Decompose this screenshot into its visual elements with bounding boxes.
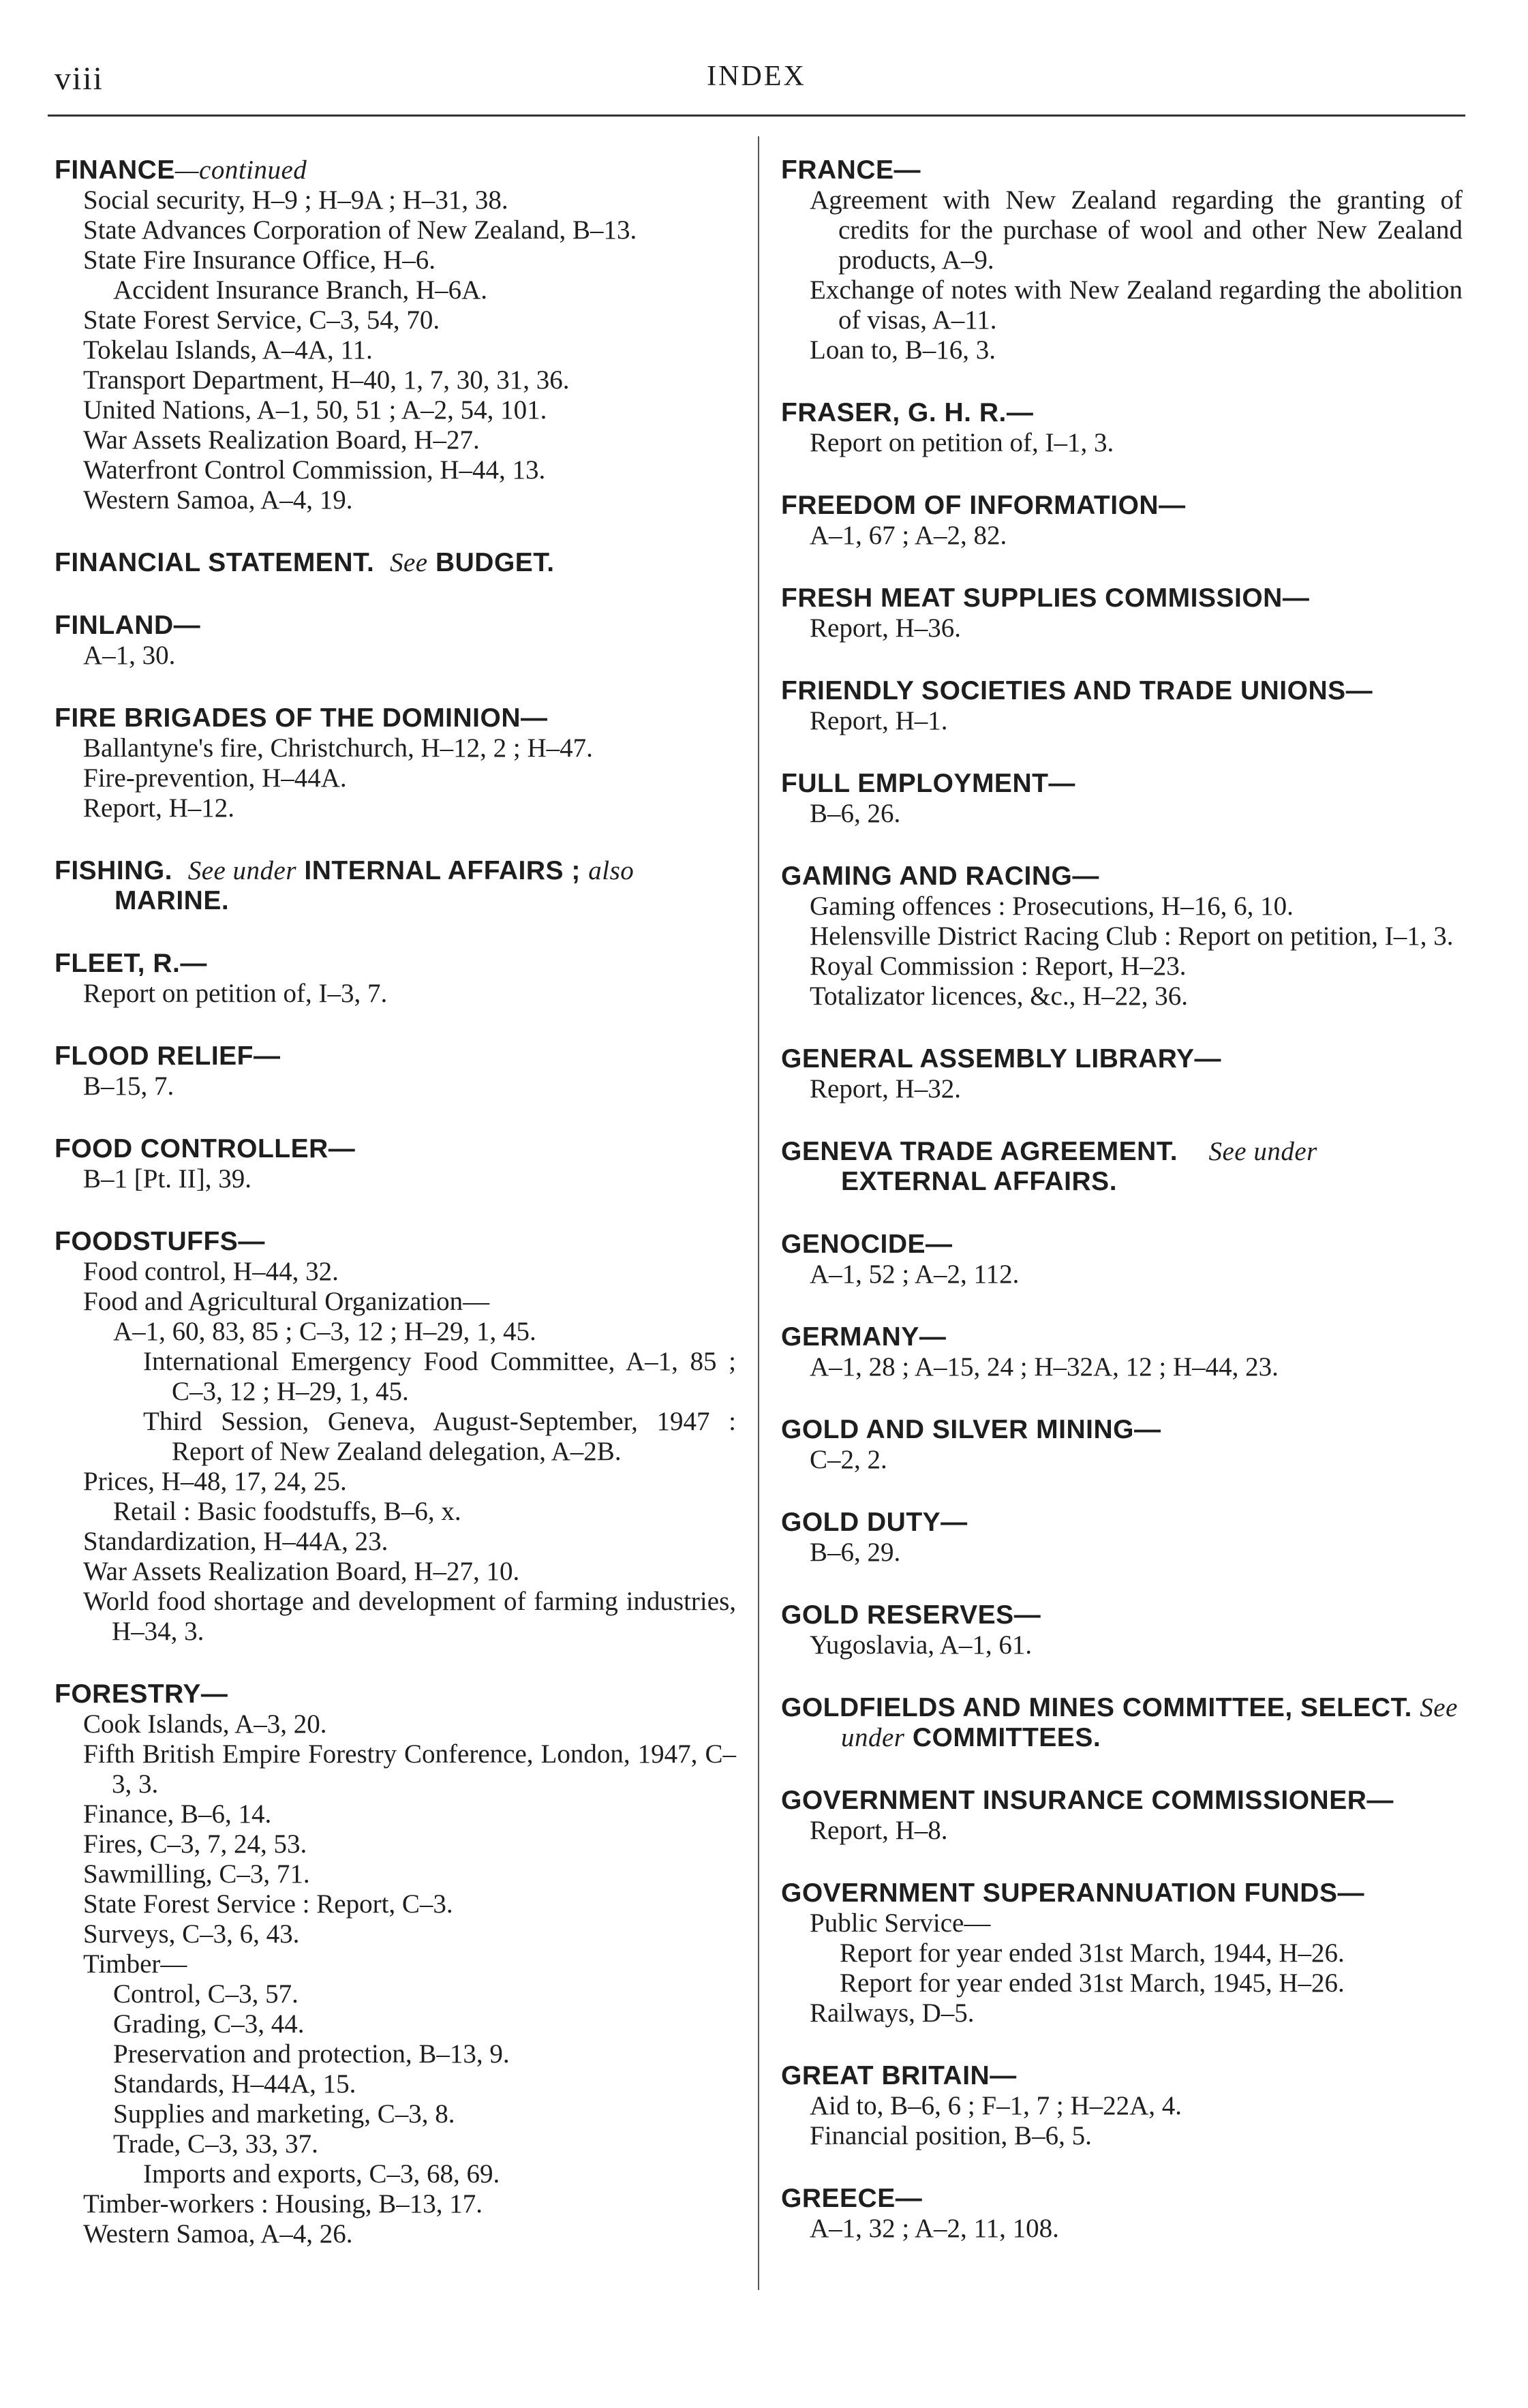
entry-heading: FINLAND— xyxy=(55,611,201,640)
entry-item: Totalizator licences, &c., H–22, 36. xyxy=(810,981,1189,1011)
entry-item: Sawmilling, C–3, 71. xyxy=(83,1859,310,1889)
entry-item: Agreement with New Zealand regarding the granting of credits for the purchase of wool and other New Zealand products, A–9. xyxy=(810,185,1463,275)
entry-item: Exchange of notes with New Zealand regarding the abolition of visas, A–11. xyxy=(810,275,1463,335)
entry-heading: FOOD CONTROLLER— xyxy=(55,1134,356,1163)
entry-item: Retail : Basic foodstuffs, B–6, x. xyxy=(113,1497,461,1526)
entry-heading: GERMANY— xyxy=(781,1322,947,1352)
entry-finance xyxy=(55,155,736,515)
entry-heading: GOVERNMENT SUPERANNUATION FUNDS— xyxy=(781,1878,1364,1908)
entry-heading: GENOCIDE— xyxy=(781,1230,953,1259)
entry-fresh-meat xyxy=(781,583,1463,643)
entry-item: Waterfront Control Commission, H–44, 13. xyxy=(83,455,546,485)
entry-item: A–1, 32 ; A–2, 11, 108. xyxy=(810,2214,1059,2243)
entry-financial-statement xyxy=(55,548,736,578)
entry-item: Financial position, B–6, 5. xyxy=(810,2121,1092,2150)
entry-item: Prices, H–48, 17, 24, 25. xyxy=(83,1467,347,1496)
entry-heading: GOLD RESERVES— xyxy=(781,1600,1041,1630)
running-title: INDEX xyxy=(707,61,806,92)
entry-item: Royal Commission : Report, H–23. xyxy=(810,951,1187,981)
entry-gaming xyxy=(781,862,1463,1011)
entry-item: Supplies and marketing, C–3, 8. xyxy=(113,2099,455,2129)
entry-item: Food and Agricultural Organization— xyxy=(83,1287,490,1316)
entry-item: Standardization, H–44A, 23. xyxy=(83,1527,388,1556)
left-column xyxy=(55,155,736,2282)
entry-heading: FISHING. See under INTERNAL AFFAIRS ; also MARINE. xyxy=(55,856,635,915)
entry-item: State Forest Service : Report, C–3. xyxy=(83,1889,453,1919)
entry-greece xyxy=(781,2184,1463,2244)
entry-general-assembly xyxy=(781,1044,1463,1104)
entry-item: Fifth British Empire Forestry Conference, London, 1947, C–3, 3. xyxy=(83,1739,736,1799)
entry-heading: FRESH MEAT SUPPLIES COMMISSION— xyxy=(781,583,1310,613)
entry-heading: FORESTRY— xyxy=(55,1679,228,1709)
entry-heading: FIRE BRIGADES OF THE DOMINION— xyxy=(55,703,548,733)
entry-item: Standards, H–44A, 15. xyxy=(113,2069,356,2099)
entry-item: World food shortage and development of farming industries, H–34, 3. xyxy=(83,1587,736,1646)
entry-item: Fire-prevention, H–44A. xyxy=(83,763,347,793)
entry-gold-reserves xyxy=(781,1600,1463,1660)
entry-item: Food control, H–44, 32. xyxy=(83,1257,339,1286)
entry-heading: FINANCE—continued xyxy=(55,155,307,185)
entry-heading: GENERAL ASSEMBLY LIBRARY— xyxy=(781,1044,1221,1073)
entry-heading: FINANCIAL STATEMENT. See BUDGET. xyxy=(55,548,555,577)
entry-item: Fires, C–3, 7, 24, 53. xyxy=(83,1829,307,1859)
entry-item: War Assets Realization Board, H–27. xyxy=(83,425,480,455)
entry-item: Tokelau Islands, A–4A, 11. xyxy=(83,335,373,365)
entry-fire-brigades xyxy=(55,703,736,823)
entry-item: A–1, 60, 83, 85 ; C–3, 12 ; H–29, 1, 45. xyxy=(113,1317,536,1346)
entry-item: Report, H–32. xyxy=(810,1074,962,1103)
entry-item: Western Samoa, A–4, 26. xyxy=(83,2219,353,2249)
entry-item: Report, H–1. xyxy=(810,706,948,735)
entry-item: Report, H–36. xyxy=(810,613,962,643)
right-column xyxy=(781,155,1463,2276)
entry-heading: FRANCE— xyxy=(781,155,921,185)
entry-item: Gaming offences : Prosecutions, H–16, 6, 10. xyxy=(810,891,1294,921)
entry-heading: FULL EMPLOYMENT— xyxy=(781,769,1075,798)
entry-item: Timber— xyxy=(83,1949,187,1979)
entry-item: Helensville District Racing Club : Report on petition, I–1, 3. xyxy=(810,921,1454,951)
entry-france xyxy=(781,155,1463,365)
entry-friendly-societies xyxy=(781,676,1463,736)
entry-item: Yugoslavia, A–1, 61. xyxy=(810,1630,1033,1660)
entry-goldfields xyxy=(781,1693,1463,1753)
entry-item: Report, H–8. xyxy=(810,1816,948,1845)
entry-item: Report for year ended 31st March, 1945, H–26. xyxy=(840,1968,1345,1998)
entry-gold-silver-mining xyxy=(781,1415,1463,1475)
entry-fleet xyxy=(55,949,736,1009)
entry-food-controller xyxy=(55,1134,736,1194)
entry-item: Preservation and protection, B–13, 9. xyxy=(113,2039,510,2069)
entry-item: Aid to, B–6, 6 ; F–1, 7 ; H–22A, 4. xyxy=(810,2091,1182,2120)
column-divider xyxy=(758,136,759,2290)
entry-heading: GREECE— xyxy=(781,2184,923,2213)
entry-finland xyxy=(55,611,736,671)
entry-item: Cook Islands, A–3, 20. xyxy=(83,1709,327,1739)
entry-item: Trade, C–3, 33, 37. xyxy=(113,2129,318,2159)
entry-item: Railways, D–5. xyxy=(810,1998,975,2028)
entry-item: A–1, 30. xyxy=(83,641,176,670)
entry-item: United Nations, A–1, 50, 51 ; A–2, 54, 101. xyxy=(83,395,547,425)
entry-government-superannuation xyxy=(781,1878,1463,2028)
entry-heading: FRIENDLY SOCIETIES AND TRADE UNIONS— xyxy=(781,676,1373,705)
entry-fraser xyxy=(781,398,1463,458)
entry-item: B–15, 7. xyxy=(83,1071,174,1101)
entry-heading: GOLDFIELDS AND MINES COMMITTEE, SELECT. See under COMMITTEES. xyxy=(781,1693,1458,1752)
entry-heading: FREEDOM OF INFORMATION— xyxy=(781,491,1186,520)
entry-flood-relief xyxy=(55,1041,736,1101)
entry-item: Transport Department, H–40, 1, 7, 30, 31, 36. xyxy=(83,365,570,395)
entry-item: Loan to, B–16, 3. xyxy=(810,335,996,365)
entry-item: Accident Insurance Branch, H–6A. xyxy=(113,275,488,305)
entry-germany xyxy=(781,1322,1463,1382)
entry-item: State Forest Service, C–3, 54, 70. xyxy=(83,305,440,335)
entry-gold-duty xyxy=(781,1508,1463,1568)
entry-item: C–2, 2. xyxy=(810,1445,887,1474)
header-rule xyxy=(48,115,1465,117)
page-number: viii xyxy=(55,61,104,97)
entry-item: Finance, B–6, 14. xyxy=(83,1799,272,1829)
entry-item: State Fire Insurance Office, H–6. xyxy=(83,245,436,275)
entry-item: Report on petition of, I–3, 7. xyxy=(83,979,388,1008)
entry-item: Ballantyne's fire, Christchurch, H–12, 2 ; H–47. xyxy=(83,733,593,763)
entry-geneva xyxy=(781,1137,1463,1197)
entry-item: Report, H–12. xyxy=(83,793,235,823)
entry-item: Report for year ended 31st March, 1944, H–26. xyxy=(840,1938,1345,1968)
entry-heading: FRASER, G. H. R.— xyxy=(781,398,1034,427)
entry-heading: GOLD AND SILVER MINING— xyxy=(781,1415,1161,1444)
entry-item: War Assets Realization Board, H–27, 10. xyxy=(83,1557,520,1586)
entry-full-employment xyxy=(781,769,1463,829)
entry-item: Report on petition of, I–1, 3. xyxy=(810,428,1114,457)
entry-item: Control, C–3, 57. xyxy=(113,1979,299,2009)
entry-heading: FLOOD RELIEF— xyxy=(55,1041,281,1071)
entry-heading: GOLD DUTY— xyxy=(781,1508,968,1537)
entry-item: Social security, H–9 ; H–9A ; H–31, 38. xyxy=(83,185,508,215)
entry-item: Timber-workers : Housing, B–13, 17. xyxy=(83,2189,483,2219)
entry-item: B–1 [Pt. II], 39. xyxy=(83,1164,251,1193)
entry-heading: GAMING AND RACING— xyxy=(781,862,1099,891)
entry-item: B–6, 26. xyxy=(810,799,901,828)
entry-heading: GREAT BRITAIN— xyxy=(781,2061,1017,2090)
entry-item: A–1, 67 ; A–2, 82. xyxy=(810,521,1007,550)
entry-item: State Advances Corporation of New Zealand, B–13. xyxy=(83,215,637,245)
entry-government-insurance xyxy=(781,1786,1463,1846)
entry-item: A–1, 28 ; A–15, 24 ; H–32A, 12 ; H–44, 23. xyxy=(810,1352,1279,1382)
entry-item: B–6, 29. xyxy=(810,1538,901,1567)
entry-heading: FLEET, R.— xyxy=(55,949,207,978)
entry-freedom-of-information xyxy=(781,491,1463,551)
entry-forestry xyxy=(55,1679,736,2249)
entry-fishing xyxy=(55,856,736,916)
entry-genocide xyxy=(781,1230,1463,1290)
entry-item: A–1, 52 ; A–2, 112. xyxy=(810,1260,1020,1289)
entry-item: Surveys, C–3, 6, 43. xyxy=(83,1919,300,1949)
entry-item: Third Session, Geneva, August-September, 1947 : Report of New Zealand delegation, A–2B. xyxy=(143,1407,736,1466)
entry-great-britain xyxy=(781,2061,1463,2151)
entry-item: Grading, C–3, 44. xyxy=(113,2009,305,2039)
entry-heading: GENEVA TRADE AGREEMENT. See under EXTERNAL AFFAIRS. xyxy=(781,1137,1317,1196)
entry-item: Western Samoa, A–4, 19. xyxy=(83,485,353,515)
entry-item: Imports and exports, C–3, 68, 69. xyxy=(143,2159,500,2189)
entry-item: Public Service— xyxy=(810,1908,991,1938)
page-header xyxy=(55,60,1458,101)
entry-heading: GOVERNMENT INSURANCE COMMISSIONER— xyxy=(781,1786,1394,1815)
entry-item: International Emergency Food Committee, A–1, 85 ; C–3, 12 ; H–29, 1, 45. xyxy=(143,1347,736,1406)
entry-foodstuffs xyxy=(55,1227,736,1647)
entry-heading: FOODSTUFFS— xyxy=(55,1227,265,1256)
